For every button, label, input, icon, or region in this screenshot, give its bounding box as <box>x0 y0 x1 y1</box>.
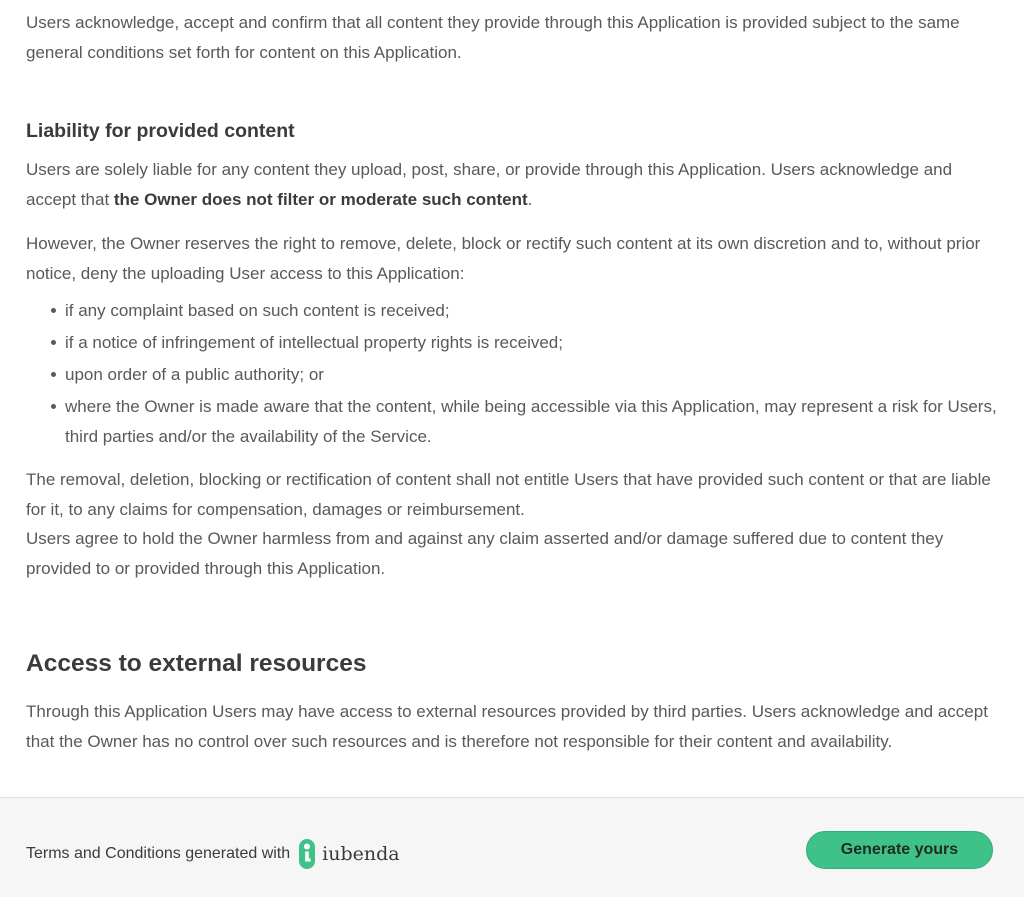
list-item: where the Owner is made aware that the content, while being accessible via this Application, may represent a risk for Users, third parties and/or the availability of the Service. <box>65 392 998 451</box>
intro-paragraph: Users acknowledge, accept and confirm that all content they provide through this Application is provided subject to the same general conditions set forth for content on this Application. <box>26 13 960 62</box>
hold-harmless-text: Users agree to hold the Owner harmless from and against any claim asserted and/or damage suffered due to content they provided to or provided through this Application. <box>26 529 944 578</box>
list-item: if any complaint based on such content is received; <box>65 296 998 326</box>
liability-heading: Liability for provided content <box>26 120 295 142</box>
iubenda-logo-icon <box>298 838 316 870</box>
liability-p1-end: . <box>527 189 533 209</box>
external-resources-paragraph: Through this Application Users may have access to external resources provided by third parties. Users acknowledge and accept that the Owner has no control over such resources and is therefore not responsible for their content and availability. <box>26 702 988 751</box>
iubenda-link[interactable]: iubenda <box>322 843 400 865</box>
liability-paragraph-1 <box>26 155 991 214</box>
generate-yours-button[interactable]: Generate yours <box>806 831 993 869</box>
footer-bar <box>0 797 1024 897</box>
removal-no-claims-text: The removal, deletion, blocking or rectification of content shall not entitle Users that have provided such content or that are liable for it, to any claims for compensation, damages or reimbursement. <box>26 470 991 519</box>
removal-conditions-list <box>26 296 998 454</box>
generated-with-credit <box>26 838 400 870</box>
liability-p1-text: Users are solely liable for any content they upload, post, share, or provide through this Application. Users acknowledge and accept that <box>26 160 953 209</box>
liability-p1-bold: the Owner does not filter or moderate such content <box>113 189 528 209</box>
list-item: upon order of a public authority; or <box>65 360 998 390</box>
liability-paragraph-2: However, the Owner reserves the right to remove, delete, block or rectify such content at its own discretion and to, without prior notice, deny the uploading User access to this Application: <box>26 234 981 283</box>
external-resources-heading: Access to external resources <box>26 650 367 677</box>
credit-text: Terms and Conditions generated with <box>26 845 291 862</box>
list-item: if a notice of infringement of intellectual property rights is received; <box>65 328 998 358</box>
liability-paragraph-3 <box>26 465 991 583</box>
document-content <box>26 0 998 797</box>
